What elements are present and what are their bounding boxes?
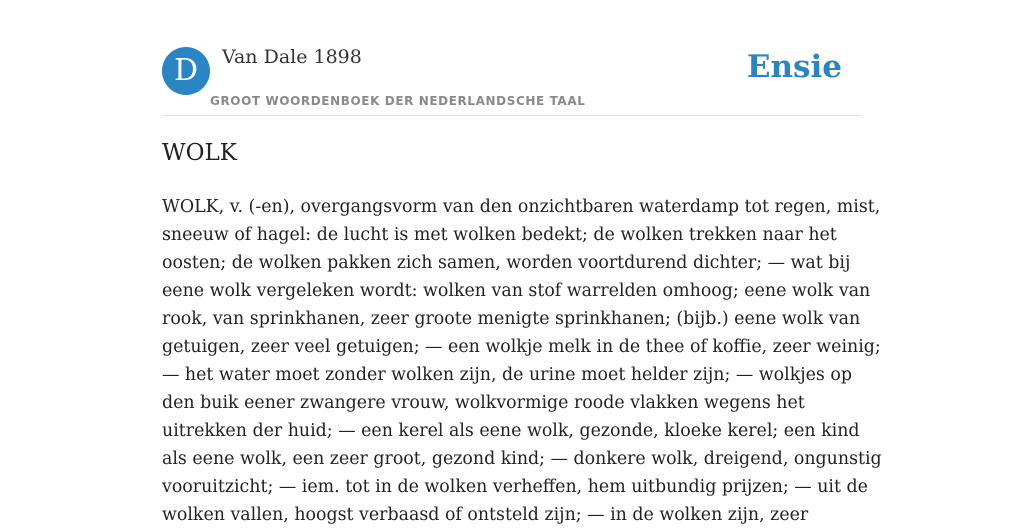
- ensie-logo-link[interactable]: Ensie: [746, 49, 842, 85]
- definition-line: den buik eener zwangere vrouw, wolkvormige roode vlakken wegens het: [162, 393, 805, 413]
- definition-line: uitrekken der huid; — een kerel als eene wolk, gezonde, kloeke kerel; een kind: [162, 421, 860, 441]
- definition-line: WOLK, v. (-en), overgangsvorm van den onzichtbaren waterdamp tot regen, mist,: [162, 197, 881, 217]
- definition-line: wolken vallen, hoogst verbaasd of ontsteld zijn; — in de wolken zijn, zeer: [162, 505, 809, 525]
- entry-headword: WOLK: [162, 140, 237, 166]
- definition-line: — het water moet zonder wolken zijn, de urine moet helder zijn; — wolkjes op: [162, 365, 852, 385]
- definition-line: eene wolk vergeleken wordt: wolken van stof warrelden omhoog; eene wolk van: [162, 281, 871, 301]
- entry-definition: [162, 193, 882, 529]
- definition-line: rook, van sprinkhanen, zeer groote menigte sprinkhanen; (bijb.) eene wolk van: [162, 309, 861, 329]
- definition-line: als eene wolk, een zeer groot, gezond kind; — donkere wolk, dreigend, ongunstig: [162, 449, 882, 469]
- definition-line: oosten; de wolken pakken zich samen, worden voortdurend dichter; — wat bij: [162, 253, 851, 273]
- definition-line: sneeuw of hagel: de lucht is met wolken bedekt; de wolken trekken naar het: [162, 225, 837, 245]
- definition-line: vooruitzicht; — iem. tot in de wolken verheffen, hem uitbundig prijzen; — uit de: [162, 477, 868, 497]
- site-header: [162, 44, 862, 116]
- dictionary-subtitle: GROOT WOORDENBOEK DER NEDERLANDSCHE TAAL: [210, 94, 586, 108]
- dictionary-logo[interactable]: D: [162, 47, 210, 95]
- definition-line: getuigen, zeer veel getuigen; — een wolkje melk in de thee of koffie, zeer weinig;: [162, 337, 881, 357]
- dictionary-title[interactable]: Van Dale 1898: [222, 46, 362, 68]
